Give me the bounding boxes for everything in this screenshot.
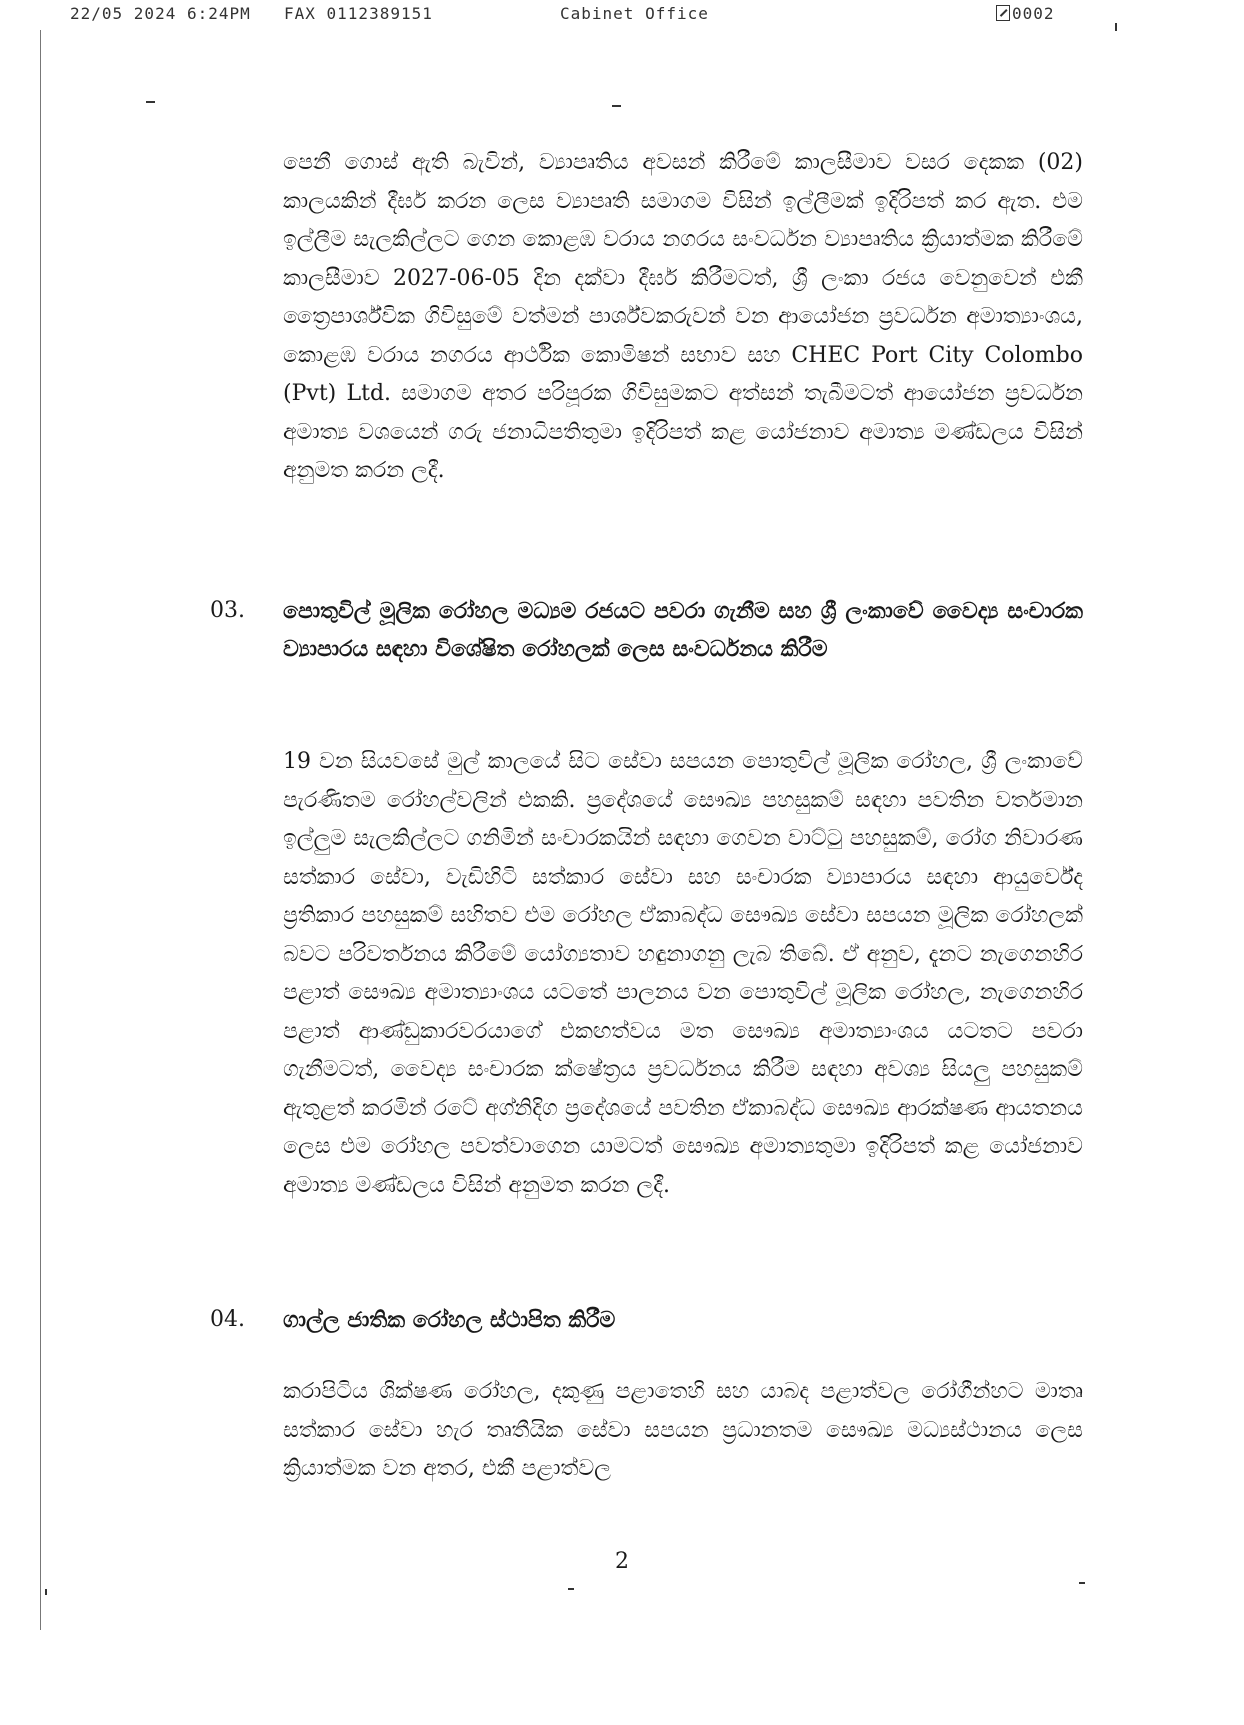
- paragraph-text: කරාපිටිය ශික්ෂණ රෝහල, දකුණු පළාතෙහි සහ යාබද පළාත්වල රෝගීන්හට මාතෘ සත්කාර සේවා හැර තෘතීයික සේවා සපයන ප්‍රධානතම සෞඛ්‍ය මධ්‍යස්ථානය ලෙස ක්‍රියාත්මක වන අතර, එකී පළාත්වල: [283, 1379, 1083, 1481]
- fax-page-code-text: 0002: [1012, 4, 1055, 23]
- fax-page-code: [996, 4, 1055, 23]
- checkbox-mark-icon: [996, 5, 1010, 21]
- paragraph-text: පෙනී ගොස් ඇති බැවින්, ව්‍යාපෘතිය අවසන් කිරීමේ කාලසීමාව වසර දෙකක (02) කාලයකින් දීර්ඝ කරන ලෙස ව්‍යාපෘති සමාගම විසින් ඉල්ලීමක් ඉදිරිපත් කර ඇත. එම ඉල්ලීම සැලකිල්ලට ගෙන කොළඹ වරාය නගරය සංවර්ධන ව්‍යාපෘතිය ක්‍රියාත්මක කිරීමේ කාලසීමාව 2027-06-05 දින දක්වා දීර්ඝ කිරීමටත්, ශ්‍රී ලංකා රජය වෙනුවෙන් එකී ත්‍රෛපාර්ශ්වික ගිවිසුමේ වත්මන් පාර්ශ්වකරුවන් වන ආයෝජන ප්‍රවර්ධන අමාත්‍යාංශය, කොළඹ වරාය නගරය ආර්ථික කොමිෂන් සභාව සහ CHEC Port City Colombo (Pvt) Ltd. සමාගම අතර පරිපූරක ගිවිසුමකට අත්සන් තැබීමටත් ආයෝජන ප්‍රවර්ධන අමාත්‍ය වශයෙන් ගරු ජනාධිපතිතුමා ඉදිරිපත් කළ යෝජනාව අමාත්‍ය මණ්ඩලය විසින් අනුමත කරන ලදී.: [283, 150, 1083, 483]
- page-number: 2: [615, 1549, 629, 1574]
- scan-speck: [45, 1589, 47, 1595]
- section-title: පොතුවිල් මූලික රෝහල මධ්‍යම රජයට පවරා ගැනීම සහ ශ්‍රී ලංකාවේ වෛද්‍ය සංචාරක ව්‍යාපාරය සඳහා විශේෂිත රෝහලක් ලෙස සංවර්ධනය කිරීම: [283, 598, 1083, 662]
- scan-speck: [1115, 23, 1117, 31]
- fax-header: [70, 4, 1070, 28]
- scan-speck: [568, 1588, 574, 1590]
- section-number: 04.: [210, 1307, 245, 1332]
- fax-number: FAX 0112389151: [284, 4, 433, 23]
- scan-speck: [146, 101, 155, 103]
- paragraph-text: 19 වන සියවසේ මුල් කාලයේ සිට සේවා සපයන පොතුවිල් මූලික රෝහල, ශ්‍රී ලංකාවේ පැරණිතම රෝහල්වලින් එකකි. ප්‍රදේශයේ සෞඛ්‍ය පහසුකම් සඳහා පවතින වර්තමාන ඉල්ලුම සැලකිල්ලට ගනිමින් සංචාරකයින් සඳහා ගෙවන වාට්ටු පහසුකම්, රෝග නිවාරණ සත්කාර සේවා, වැඩිහිටි සත්කාර සේවා සහ සංචාරක ව්‍යාපාරය සඳහා ආයුර්වේද ප්‍රතිකාර පහසුකම් සහිතව එම රෝහල ඒකාබද්ධ සෞඛ්‍ය සේවා සපයන මූලික රෝහලක් බවට පරිවර්තනය කිරීමේ යෝග්‍යතාව හඳුනාගනු ලැබ තිබේ. ඒ අනුව, දැනට නැගෙනහිර පළාත් සෞඛ්‍ය අමාත්‍යාංශය යටතේ පාලනය වන පොතුවිල් මූලික රෝහල, නැගෙනහිර පළාත් ආණ්ඩුකාරවරයාගේ එකඟත්වය මත සෞඛ්‍ය අමාත්‍යාංශය යටතට පවරා ගැනීමටත්, වෛද්‍ය සංචාරක ක්ෂේත්‍රය ප්‍රවර්ධනය කිරීම සඳහා අවශ්‍ය සියලු පහසුකම් ඇතුළත් කරමින් රටේ අග්නිදිග ප්‍රදේශයේ පවතින ඒකාබද්ධ සෞඛ්‍ය ආරක්ෂණ ආයතනය ලෙස එම රෝහල පවත්වාගෙන යාමටත් සෞඛ්‍ය අමාත්‍යතුමා ඉදිරිපත් කළ යෝජනාව අමාත්‍ය මණ්ඩලය විසින් අනුමත කරන ලදී.: [283, 749, 1083, 1198]
- fax-datetime: 22/05 2024 6:24PM: [70, 4, 251, 23]
- paragraph-continuation: [283, 144, 1083, 491]
- fax-sender-office: Cabinet Office: [560, 4, 709, 23]
- scan-speck: [612, 105, 621, 107]
- section-body-03: [283, 743, 1083, 1205]
- section-body-04: [283, 1373, 1083, 1489]
- scan-speck: [1079, 1582, 1085, 1584]
- section-title: ගාල්ල ජාතික රෝහල ස්ථාපිත කිරීම: [283, 1307, 616, 1333]
- scan-margin-line: [40, 30, 41, 1630]
- section-number: 03.: [210, 598, 245, 623]
